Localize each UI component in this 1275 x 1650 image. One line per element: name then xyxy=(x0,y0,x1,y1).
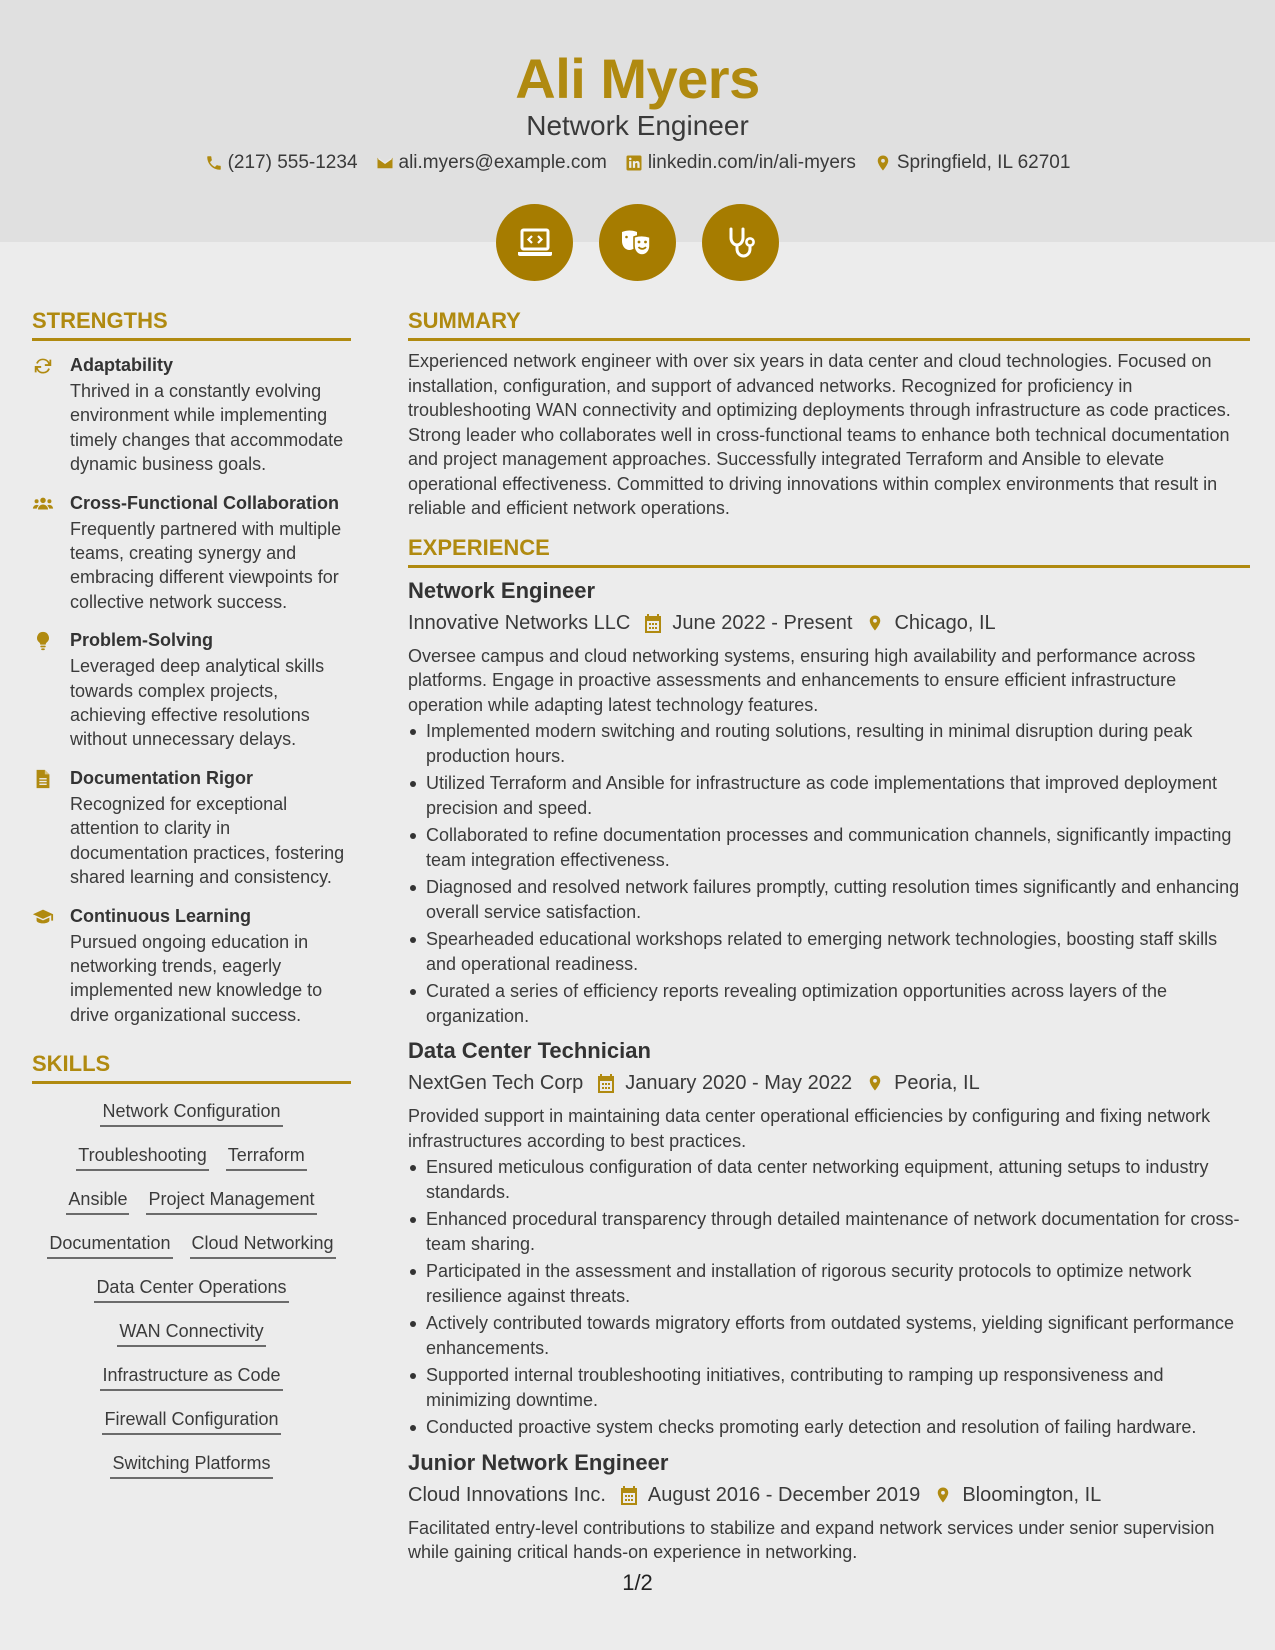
skills-heading: SKILLS xyxy=(32,1051,351,1084)
strength-item xyxy=(32,353,351,477)
experience-heading: EXPERIENCE xyxy=(408,535,1250,568)
skill-tag: Ansible xyxy=(66,1188,129,1215)
contact-location xyxy=(874,152,1071,174)
job-description: Oversee campus and cloud networking systems, ensuring high availability and performance across platforms. Engage in proactive assessments and enhancements to ensure efficient infrastructure operation while adapting latest technology features. xyxy=(408,645,1196,715)
strength-name: Adaptability xyxy=(70,355,174,375)
bullet-item: Diagnosed and resolved network failures promptly, cutting resolution times significantly and enhancing overall service satisfaction. xyxy=(408,875,1250,924)
strength-name: Continuous Learning xyxy=(70,905,251,926)
calendar-icon xyxy=(644,613,662,633)
laptop-code-icon xyxy=(515,223,555,263)
skill-tag: Terraform xyxy=(226,1144,307,1171)
skill-tag: Documentation xyxy=(47,1232,172,1259)
skill-tag: Firewall Configuration xyxy=(102,1408,280,1435)
bullet-item: Ensured meticulous configuration of data center networking equipment, attuning setups to industry standards. xyxy=(408,1155,1250,1204)
left-column xyxy=(32,308,351,1479)
bullet-item: Conducted proactive system checks promoting early detection and resolution of failing hardware. xyxy=(408,1415,1250,1440)
job-dates: August 2016 - December 2019 xyxy=(647,1483,921,1506)
job-company: Cloud Innovations Inc. xyxy=(408,1483,606,1506)
strength-name: Cross-Functional Collaboration xyxy=(70,492,340,513)
bullet-item: Supported internal troubleshooting initiatives, contributing to ramping up responsiveness and minimizing downtime. xyxy=(408,1363,1250,1412)
job-location: Bloomington, IL xyxy=(962,1483,1102,1506)
bullet-item: Participated in the assessment and installation of rigorous security protocols to optimize network resilience against threats. xyxy=(408,1259,1250,1308)
strength-item xyxy=(32,628,351,752)
email-text: ali.myers@example.com xyxy=(398,152,607,173)
skill-tag: Switching Platforms xyxy=(110,1452,272,1479)
bullet-item: Enhanced procedural transparency through detailed maintenance of network documentation for cross-team sharing. xyxy=(408,1207,1250,1256)
contact-bar xyxy=(0,152,1275,174)
summary-text: Experienced network engineer with over six years in data center and cloud technologies. Focused on installation, configuration, and support of advanced networks. Recognized for proficiency in troubleshooting WAN connectivity and optimizing deployments through infrastructure as code practices. Strong leader who collaborates well in cross-functional teams to enhance both technical documentation and project management approaches. Successfully integrated Terraform and Ansible to elevate operational effectiveness. Committed to driving innovations within complex environments that result in reliable and efficient network operations. xyxy=(408,351,1231,518)
bullet-item: Spearheaded educational workshops related to emerging network technologies, boosting staff skills and operational readiness. xyxy=(408,927,1250,976)
lightbulb-icon xyxy=(32,630,54,652)
contact-email[interactable] xyxy=(376,152,607,174)
job-company: NextGen Tech Corp xyxy=(408,1072,584,1094)
users-icon xyxy=(32,493,54,515)
strength-desc: Thrived in a constantly evolving environment while implementing timely changes that accommodate dynamic business goals. xyxy=(70,381,344,475)
strength-item xyxy=(32,491,351,615)
job-bullets xyxy=(408,1155,1250,1440)
document-icon xyxy=(32,768,54,790)
contact-phone[interactable] xyxy=(205,152,358,174)
job-entry xyxy=(408,1448,1250,1565)
job-meta xyxy=(408,1480,1250,1510)
calendar-icon xyxy=(620,1485,638,1505)
phone-text: (217) 555-1234 xyxy=(227,152,358,173)
map-pin-icon xyxy=(934,1485,952,1505)
job-meta xyxy=(408,608,1250,638)
job-description: Facilitated entry-level contributions to stabilize and expand network services under senior supervision while gaining critical hands-on experience in networking. xyxy=(408,1517,1215,1562)
candidate-name: Ali Myers xyxy=(515,47,760,110)
strength-name: Problem-Solving xyxy=(70,630,214,651)
strength-item xyxy=(32,904,351,1028)
strength-name: Documentation Rigor xyxy=(70,767,253,788)
bullet-item: Utilized Terraform and Ansible for infrastructure as code implementations that improved deployment precision and speed. xyxy=(408,771,1250,820)
graduation-cap-icon xyxy=(32,906,54,928)
job-description: Provided support in maintaining data center operational efficiencies by configuring and fixing network infrastructures according to best practices. xyxy=(408,1106,1211,1151)
skill-tag: Cloud Networking xyxy=(190,1232,336,1259)
map-pin-icon xyxy=(874,154,892,172)
job-location: Chicago, IL xyxy=(894,611,996,634)
job-title: Data Center Technician xyxy=(408,1038,651,1063)
job-location: Peoria, IL xyxy=(894,1072,980,1094)
bullet-item: Actively contributed towards migratory efforts from outdated systems, yielding significant performance enhancements. xyxy=(408,1311,1250,1360)
skill-tag: Network Configuration xyxy=(100,1100,282,1127)
summary-heading: SUMMARY xyxy=(408,308,1250,341)
job-title: Network Engineer xyxy=(408,577,596,603)
sync-icon xyxy=(32,355,54,377)
job-bullets xyxy=(408,719,1250,1028)
job-entry xyxy=(408,576,1250,1029)
strength-desc: Leveraged deep analytical skills towards complex projects, achieving effective resolutions without unnecessary delays. xyxy=(70,656,325,750)
job-dates: June 2022 - Present xyxy=(672,611,853,634)
skill-tag: WAN Connectivity xyxy=(117,1320,265,1347)
stethoscope-icon xyxy=(721,223,761,263)
bullet-item: Implemented modern switching and routing solutions, resulting in minimal disruption during peak production hours. xyxy=(408,719,1250,768)
linkedin-icon xyxy=(625,154,643,172)
strength-item xyxy=(32,766,351,890)
right-column xyxy=(408,308,1250,1565)
bullet-item: Curated a series of efficiency reports revealing optimization opportunities across layers of the organization. xyxy=(408,979,1250,1028)
skill-tag: Infrastructure as Code xyxy=(100,1364,282,1391)
linkedin-text: linkedin.com/in/ali-myers xyxy=(647,152,856,173)
job-dates: January 2020 - May 2022 xyxy=(625,1072,853,1094)
strength-desc: Pursued ongoing education in networking trends, eagerly implemented new knowledge to drive organizational success. xyxy=(70,931,323,1025)
bullet-item: Collaborated to refine documentation processes and communication channels, significantly impacting team integration effectiveness. xyxy=(408,823,1250,872)
stethoscope-badge xyxy=(702,204,779,281)
contact-linkedin[interactable] xyxy=(625,152,856,174)
phone-icon xyxy=(205,154,223,172)
location-text: Springfield, IL 62701 xyxy=(896,152,1071,173)
strength-desc: Frequently partnered with multiple teams, creating synergy and embracing different viewpoints for collective network success. xyxy=(70,518,342,612)
job-meta xyxy=(408,1068,1250,1098)
skills-list xyxy=(32,1084,351,1479)
skill-tag: Project Management xyxy=(146,1188,316,1215)
badge-row xyxy=(0,204,1275,281)
job-title: Junior Network Engineer xyxy=(408,1449,669,1475)
candidate-title: Network Engineer xyxy=(526,110,749,141)
envelope-icon xyxy=(376,154,394,172)
skill-tag: Troubleshooting xyxy=(76,1144,208,1171)
map-pin-icon xyxy=(866,1073,884,1093)
skill-tag: Data Center Operations xyxy=(94,1276,288,1303)
theater-masks-icon xyxy=(618,223,658,263)
masks-badge xyxy=(599,204,676,281)
job-entry xyxy=(408,1036,1250,1440)
laptop-code-badge xyxy=(496,204,573,281)
strength-desc: Recognized for exceptional attention to clarity in documentation practices, fostering shared learning and consistency. xyxy=(70,793,345,888)
map-pin-icon xyxy=(866,613,884,633)
strengths-heading: STRENGTHS xyxy=(32,308,351,341)
job-company: Innovative Networks LLC xyxy=(408,611,631,634)
calendar-icon xyxy=(597,1073,615,1093)
page-number: 1/2 xyxy=(622,1570,653,1595)
